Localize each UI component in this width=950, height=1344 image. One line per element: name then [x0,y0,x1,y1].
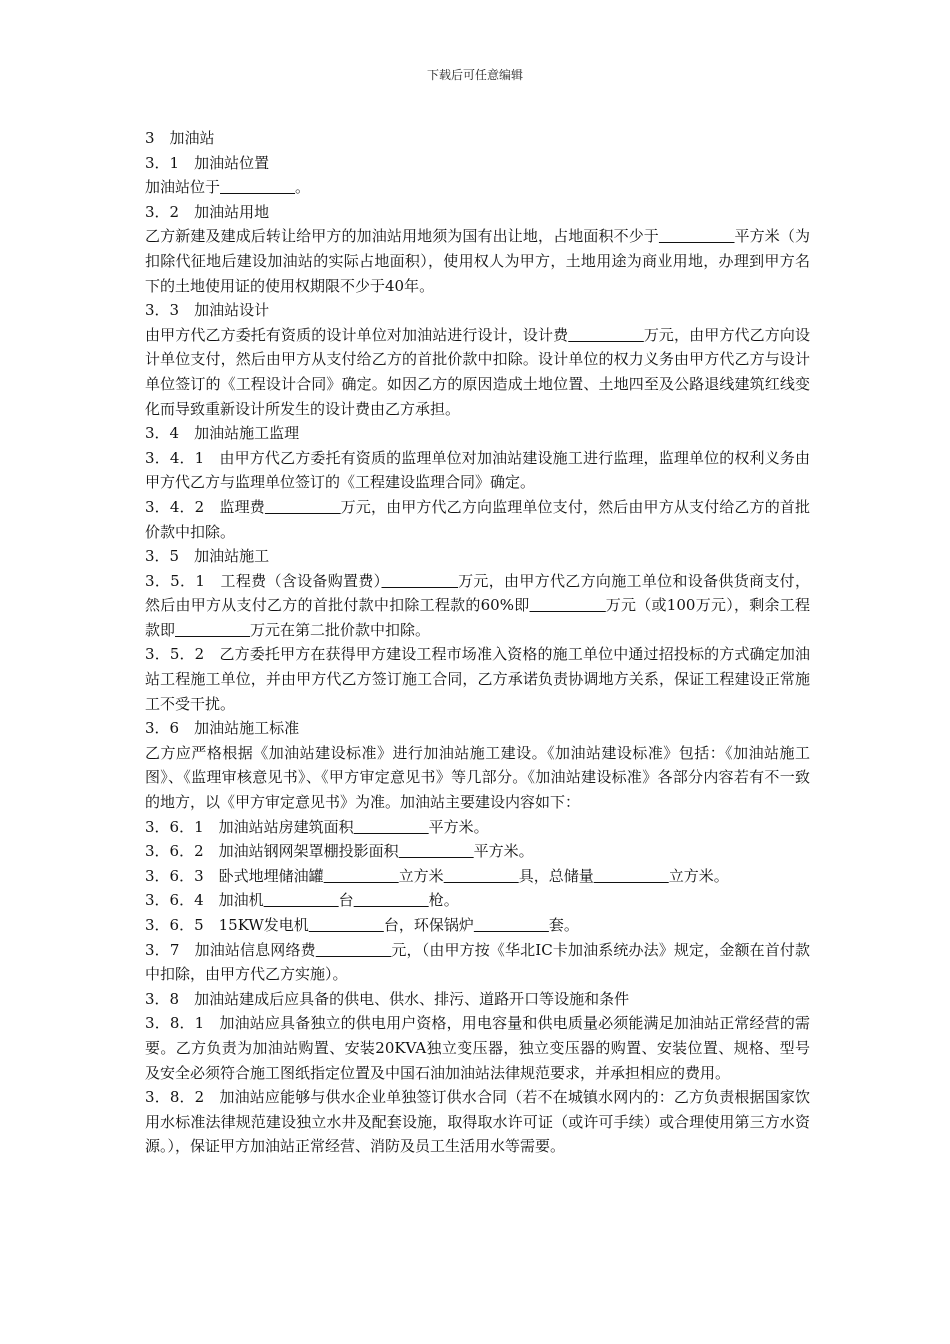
list-item: 3．6．5 15KW发电机 台，环保锅炉 套。 [145,916,579,934]
blank-field [444,867,519,885]
section-heading: 3．2 加油站用地 [145,202,270,221]
section-heading: 3 加油站 [145,129,215,147]
document-body [145,126,810,1159]
blank-field [309,916,384,934]
blank-field [264,891,339,909]
blank-field [354,818,429,836]
page-header: 下载后可任意编辑 [426,68,523,82]
paragraph: 乙方应严格根据《加油站建设标准》进行加油站施工建设。《加油站建设标准》包括：《加油站施工图》、《监理审核意见书》、《甲方审定意见书》等几部分。《加油站建设标准》各部分内容若有不一致的地方，以《甲方审定意见书》为准。加油站主要建设内容如下： [145,743,810,812]
list-item: 3．6．4 加油机 台 枪。 [145,891,459,910]
blank-field [474,916,549,934]
section-heading: 3．4 加油站施工监理 [145,424,300,443]
paragraph: 3．5．2 乙方委托甲方在获得甲方建设工程市场准入资格的施工单位中通过招投标的方式确定加油站工程施工单位，并由甲方代乙方签订施工合同，乙方承诺负责协调地方关系，保证工程建设正常施工不受干扰。 [145,645,810,713]
list-item: 3．6．3 卧式地埋储油罐 立方米 具，总储量 立方米。 [145,866,729,885]
blank-field [354,891,429,909]
paragraph: 3．7 加油站信息网络费 元，（由甲方按《华北IC卡加油系统办法》规定，金额在首付款中扣除，由甲方代乙方实施）。 [145,940,810,984]
blank-field [324,867,399,885]
blank-field [175,621,250,639]
blank-field [220,178,295,196]
list-item: 3．6．1 加油站站房建筑面积 平方米。 [145,817,489,836]
section-heading: 3．3 加油站设计 [145,301,270,320]
blank-field [381,572,458,590]
paragraph: 3．8．1 加油站应具备独立的供电用户资格，用电容量和供电质量必须能满足加油站正常经营的需要。乙方负责为加油站购置、安装20KVA独立变压器，独立变压器的购置、安装位置、规格、型号及安全必须符合施工图纸指定位置及中国石油加油站法律规范要求，并承担相应的费用。 [145,1014,810,1082]
blank-field [316,941,392,959]
section-heading: 3．8 加油站建成后应具备的供电、供水、排污、道路开口等设施和条件 [145,989,630,1008]
paragraph: 由甲方代乙方委托有资质的设计单位对加油站进行设计，设计费 万元，由甲方代乙方向设计单位支付，然后由甲方从支付给乙方的首批价款中扣除。设计单位的权力义务由甲方代乙方与设计单位签订的《工程设计合同》确定。如因乙方的原因造成土地位置、土地四至及公路退线建筑红线变化而导致重新设计所发生的设计费由乙方承担。 [145,325,810,418]
paragraph: 3．8．2 加油站应能够与供水企业单独签订供水合同（若不在城镇水网内的：乙方负责根据国家饮用水标准法律规范建设独立水井及配套设施，取得取水许可证（或许可手续）或合理使用第三方水资源。），保证甲方加油站正常经营、消防及员工生活用水等需要。 [145,1088,810,1156]
blank-field [265,498,341,516]
blank-field [594,867,669,885]
paragraph: 3．5．1 工程费（含设备购置费） 万元，由甲方代乙方向施工单位和设备供货商支付，然后由甲方从支付乙方的首批付款中扣除工程款的60%即 万元（或100万元），剩余工程款即 万元在第二批价款中扣除。 [145,571,810,639]
list-item: 3．6．2 加油站钢网架罩棚投影面积 平方米。 [145,842,534,861]
paragraph: 加油站位于 。 [145,178,311,197]
blank-field [659,227,735,245]
paragraph: 3．4．2 监理费 万元，由甲方代乙方向监理单位支付，然后由甲方从支付给乙方的首批价款中扣除。 [145,497,810,541]
paragraph: 乙方新建及建成后转让给甲方的加油站用地须为国有出让地，占地面积不少于 平方米（为扣除代征地后建设加油站的实际占地面积），使用权人为甲方，土地用途为商业用地，办理到甲方名下的土地使用证的使用权期限不少于40年。 [145,227,810,295]
blank-field [399,842,474,860]
section-heading: 3．1 加油站位置 [145,153,270,172]
section-heading: 3．5 加油站施工 [145,547,270,566]
blank-field [530,596,606,614]
section-heading: 3．6 加油站施工标准 [145,719,300,738]
blank-field [568,326,644,344]
paragraph: 3．4．1 由甲方代乙方委托有资质的监理单位对加油站建设施工进行监理，监理单位的权利义务由甲方代乙方与监理单位签订的《工程建设监理合同》确定。 [145,448,810,492]
